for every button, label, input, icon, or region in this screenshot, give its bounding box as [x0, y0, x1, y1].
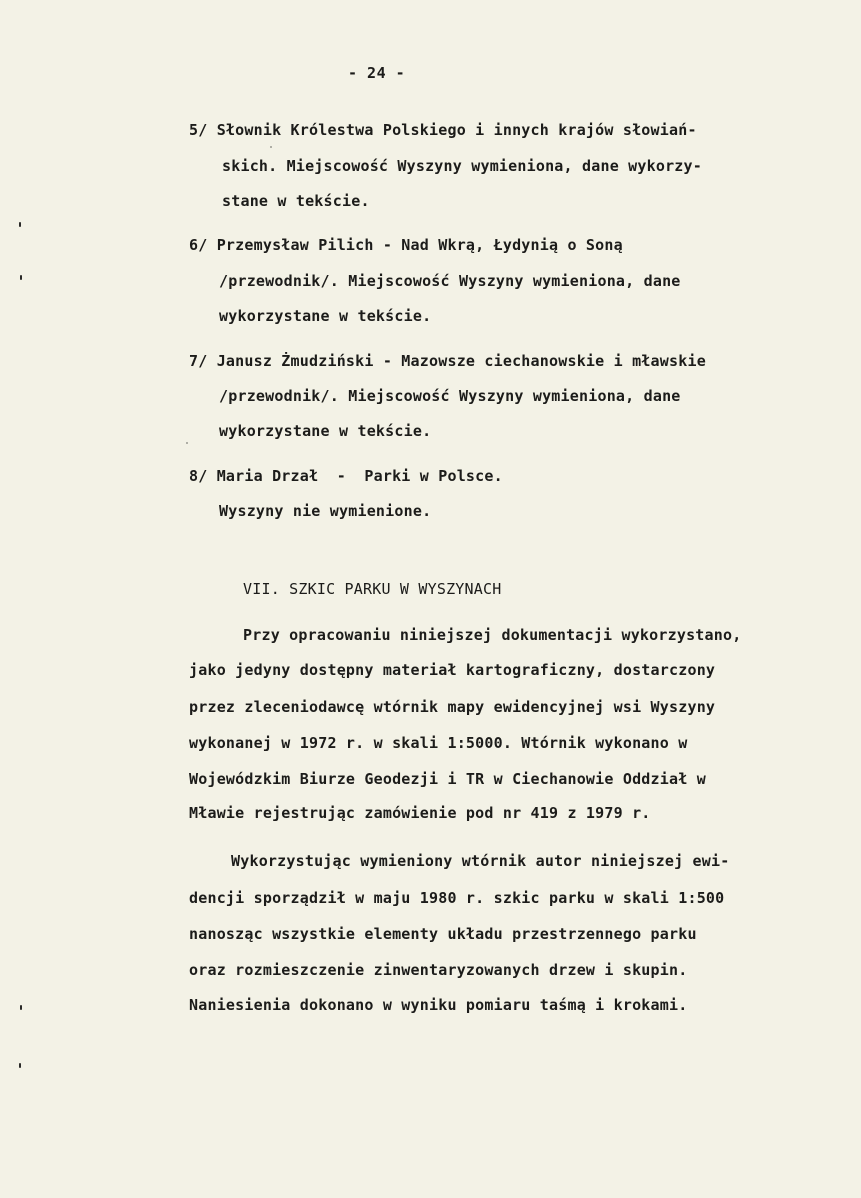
bib-item-5-line-1: 5/ Słownik Królestwa Polskiego i innych krajów słowiań- [189, 121, 697, 139]
paragraph-1-line-1: Przy opracowaniu niniejszej dokumentacji wykorzystano, [243, 626, 742, 644]
bib-item-8-line-2: Wyszyny nie wymienione. [219, 502, 432, 520]
bib-item-6-line-2: /przewodnik/. Miejscowość Wyszyny wymieniona, dane [219, 272, 681, 290]
paragraph-2-line-5: Naniesienia dokonano w wyniku pomiaru taśmą i krokami. [189, 996, 688, 1014]
bib-item-6-line-3: wykorzystane w tekście. [219, 307, 432, 325]
paragraph-1-line-6: Mławie rejestrując zamówienie pod nr 419 z 1979 r. [189, 804, 651, 822]
bib-item-6-line-1: 6/ Przemysław Pilich - Nad Wkrą, Łydynią o Soną [189, 236, 623, 254]
bib-item-5-line-3: stane w tekście. [222, 192, 370, 210]
paragraph-2-line-3: nanosząc wszystkie elementy układu przestrzennego parku [189, 925, 697, 943]
margin-mark [19, 1063, 21, 1068]
paragraph-1-line-5: Wojewódzkim Biurze Geodezji i TR w Ciechanowie Oddział w [189, 770, 706, 788]
bib-item-5-line-2: skich. Miejscowość Wyszyny wymieniona, dane wykorzy- [222, 157, 702, 175]
page-number: - 24 - [348, 64, 406, 82]
section-heading: VII. SZKIC PARKU W WYSZYNACH [243, 580, 502, 598]
paragraph-2-line-1: Wykorzystując wymieniony wtórnik autor niniejszej ewi- [231, 852, 730, 870]
paragraph-2-line-4: oraz rozmieszczenie zinwentaryzowanych drzew i skupin. [189, 961, 688, 979]
margin-mark [19, 222, 21, 227]
paragraph-1-line-3: przez zleceniodawcę wtórnik mapy ewidencyjnej wsi Wyszyny [189, 698, 716, 716]
margin-mark [20, 1005, 22, 1010]
bib-item-7-line-2: /przewodnik/. Miejscowość Wyszyny wymieniona, dane [219, 387, 681, 405]
bib-item-7-line-1: 7/ Janusz Żmudziński - Mazowsze ciechanowskie i mławskie [189, 352, 706, 370]
scan-speck [186, 442, 188, 444]
paragraph-1-line-2: jako jedyny dostępny materiał kartograficzny, dostarczony [189, 661, 716, 679]
paragraph-1-line-4: wykonanej w 1972 r. w skali 1:5000. Wtórnik wykonano w [189, 734, 688, 752]
paragraph-2-line-2: dencji sporządził w maju 1980 r. szkic parku w skali 1:500 [189, 889, 725, 907]
scan-speck [270, 146, 272, 148]
margin-mark [20, 275, 22, 280]
bib-item-8-line-1: 8/ Maria Drzał - Parki w Polsce. [189, 467, 503, 485]
bib-item-7-line-3: wykorzystane w tekście. [219, 422, 432, 440]
